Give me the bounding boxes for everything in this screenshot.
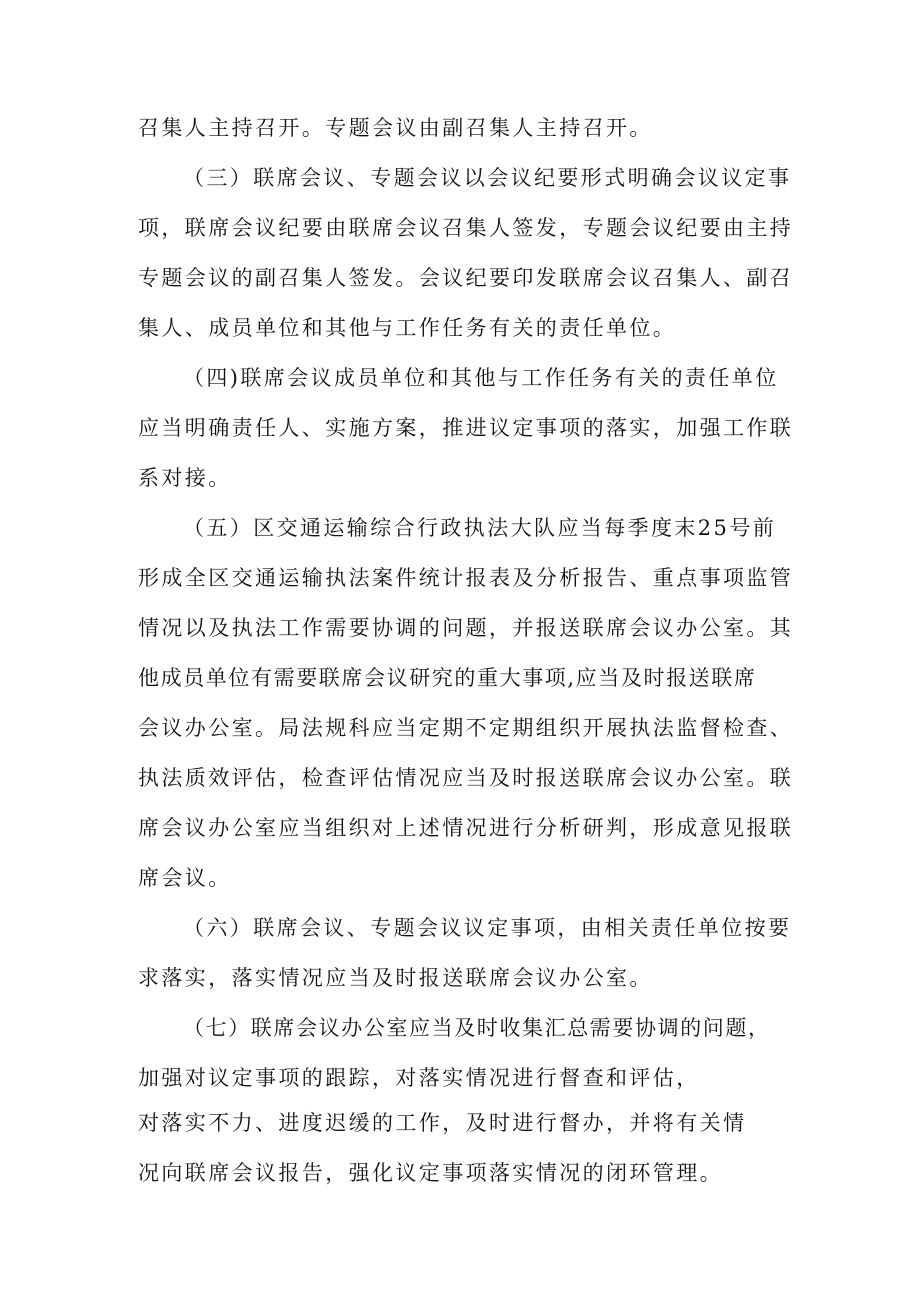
- paragraph-line: （三）联席会议、专题会议以会议纪要形式明确会议议定事: [183, 166, 792, 190]
- paragraph-line: （六）联席会议、专题会议议定事项，由相关责任单位按要: [183, 916, 792, 940]
- paragraph-line: 应当明确责任人、实施方案，推进议定事项的落实，加强工作联: [138, 416, 794, 440]
- paragraph-line: 加强对议定事项的跟踪，对落实情况进行督查和评估，: [138, 1066, 700, 1090]
- paragraph-line: （四)联席会议成员单位和其他与工作任务有关的责任单位: [183, 366, 779, 390]
- paragraph-line: （五）区交通运输综合行政执法大队应当每季度末25号前: [183, 516, 777, 540]
- paragraph-line: 求落实，落实情况应当及时报送联席会议办公室。: [138, 966, 653, 990]
- paragraph-line: 项，联席会议纪要由联席会议召集人签发，专题会议纪要由主持: [138, 216, 794, 240]
- paragraph-line: 情况以及执法工作需要协调的问题，并报送联席会议办公室。其: [138, 616, 794, 640]
- paragraph-line: 会议办公室。局法规科应当定期不定期组织开展执法监督检查、: [138, 716, 794, 740]
- paragraph-line: 对落实不力、进度迟缓的工作，及时进行督办，并将有关情: [138, 1111, 747, 1135]
- paragraph-line: 召集人主持召开。专题会议由副召集人主持召开。: [138, 116, 653, 140]
- paragraph-line: 他成员单位有需要联席会议研究的重大事项,应当及时报送联席: [138, 666, 757, 690]
- paragraph-line: 集人、成员单位和其他与工作任务有关的责任单位。: [138, 316, 677, 340]
- paragraph-line: 席会议。: [138, 866, 232, 890]
- paragraph-line: （七）联席会议办公室应当及时收集汇总需要协调的问题，: [183, 1016, 771, 1040]
- paragraph-line: 执法质效评估，检查评估情况应当及时报送联席会议办公室。联: [138, 766, 794, 790]
- paragraph-line: 席会议办公室应当组织对上述情况进行分析研判，形成意见报联: [138, 816, 794, 840]
- paragraph-line: 形成全区交通运输执法案件统计报表及分析报告、重点事项监管: [138, 566, 794, 590]
- paragraph-line: 专题会议的副召集人签发。会议纪要印发联席会议召集人、副召: [138, 266, 794, 290]
- paragraph-line: 系对接。: [138, 466, 232, 490]
- paragraph-line: 况向联席会议报告，强化议定事项落实情况的闭环管理。: [138, 1161, 723, 1185]
